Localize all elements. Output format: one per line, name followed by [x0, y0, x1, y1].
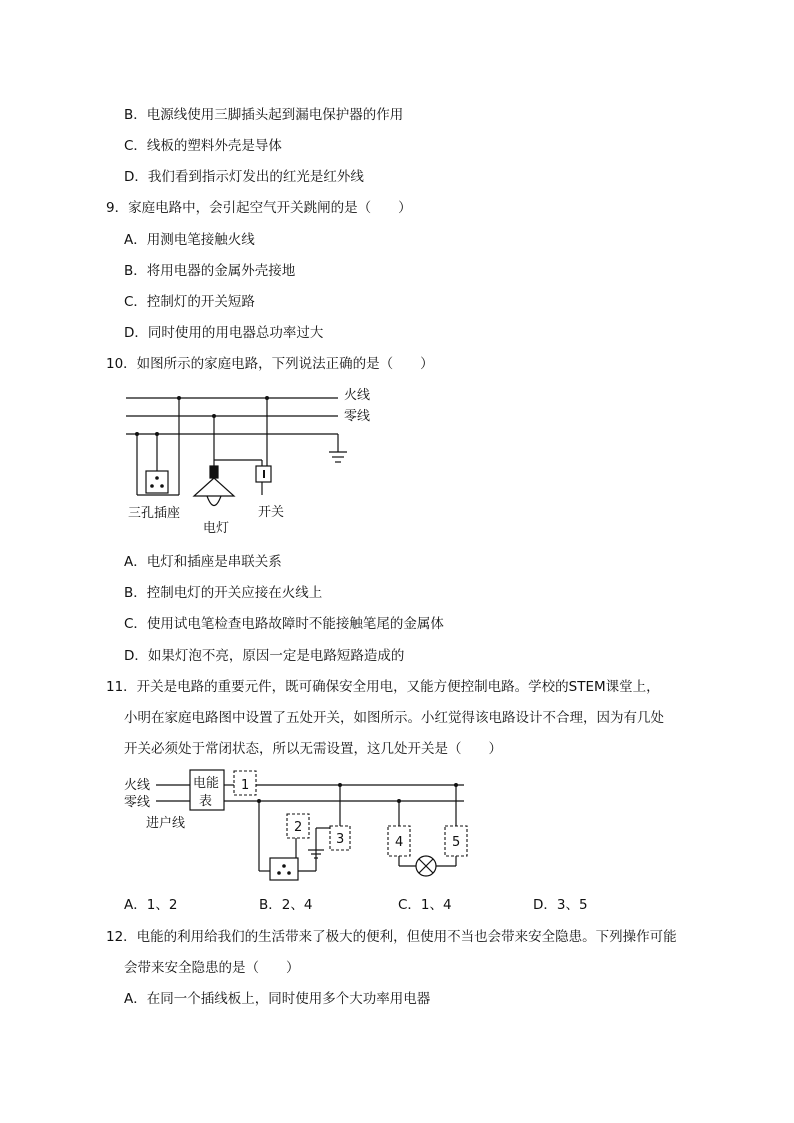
q11-stem-line-3: 开关必须处于常闭状态，所以无需设置，这几处开关是（ ）: [124, 741, 502, 757]
q11-option-d: D．3、5: [533, 897, 588, 913]
q12-stem-line-1: 12．电能的利用给我们的生活带来了极大的便利，但使用不当也会带来安全隐患。下列操作可能: [106, 929, 677, 945]
q11-live-label: 火线: [124, 778, 151, 793]
q11-stem-line-2: 小明在家庭电路图中设置了五处开关，如图所示。小红觉得该电路设计不合理，因为有几处: [124, 710, 664, 726]
q10-switch-label: 开关: [258, 505, 285, 520]
q10-lamp-label: 电灯: [203, 521, 230, 536]
q9-option-d: D．同时使用的用电器总功率过大: [124, 325, 324, 341]
q9-stem: 9．家庭电路中，会引起空气开关跳闸的是（ ）: [106, 200, 412, 216]
q11-switch-1-label: 1: [241, 778, 250, 793]
q12-option-a: A．在同一个插线板上，同时使用多个大功率用电器: [124, 991, 431, 1007]
q10-live-label: 火线: [344, 388, 371, 403]
q10-option-c: C．使用试电笔检查电路故障时不能接触笔尾的金属体: [124, 616, 444, 632]
q11-switch-2-label: 2: [294, 820, 303, 835]
q12-stem-line-2: 会带来安全隐患的是（ ）: [124, 960, 300, 976]
q9-option-c: C．控制灯的开关短路: [124, 294, 255, 310]
q10-option-b: B．控制电灯的开关应接在火线上: [124, 585, 323, 601]
q10-option-d: D．如果灯泡不亮，原因一定是电路短路造成的: [124, 648, 405, 664]
q11-meter-label-1: 电能: [193, 776, 220, 791]
q11-switch-5-label: 5: [452, 835, 461, 850]
q11-option-c: C．1、4: [398, 897, 452, 913]
q11-switch-3-label: 3: [336, 832, 345, 847]
q11-neutral-label: 零线: [124, 795, 151, 810]
q9-option-a: A．用测电笔接触火线: [124, 232, 255, 248]
q11-option-a: A．1、2: [124, 897, 178, 913]
q10-socket-label: 三孔插座: [128, 506, 181, 521]
q11-switch-4-label: 4: [395, 835, 404, 850]
q8-option-c: C．线板的塑料外壳是导体: [124, 138, 282, 154]
q11-entry-label: 进户线: [146, 816, 186, 831]
q8-option-b: B．电源线使用三脚插头起到漏电保护器的作用: [124, 107, 404, 123]
q11-option-b: B．2、4: [259, 897, 313, 913]
q11-meter-label-2: 表: [199, 794, 213, 809]
q10-option-a: A．电灯和插座是串联关系: [124, 554, 282, 570]
q9-option-b: B．将用电器的金属外壳接地: [124, 263, 296, 279]
q10-stem: 10．如图所示的家庭电路，下列说法正确的是（ ）: [106, 356, 434, 372]
q11-stem-line-1: 11．开关是电路的重要元件，既可确保安全用电，又能方便控制电路。学校的STEM课堂上，: [106, 679, 660, 695]
q10-neutral-label: 零线: [344, 409, 371, 424]
q8-option-d: D．我们看到指示灯发出的红光是红外线: [124, 169, 364, 185]
